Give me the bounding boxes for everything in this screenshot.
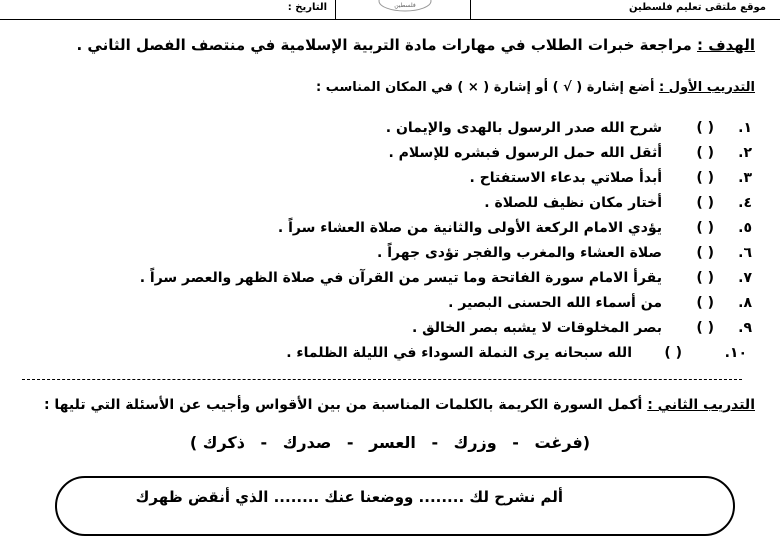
word-bank-item: صدرك bbox=[282, 433, 332, 452]
list-item bbox=[12, 270, 752, 295]
item-text: بصر المخلوقات لا يشبه بصر الخالق . bbox=[411, 320, 662, 336]
exercise1-heading bbox=[316, 80, 755, 95]
item-number: ١٠. bbox=[724, 345, 747, 361]
list-item bbox=[12, 195, 752, 220]
list-item bbox=[12, 345, 752, 370]
answer-blank[interactable]: ( ) bbox=[696, 120, 714, 136]
list-item bbox=[12, 170, 752, 195]
exercise2-instruction: أكمل السورة الكريمة بالكلمات المناسبة من بين الأقواس وأجيب عن الأسئلة التي تليها : bbox=[43, 397, 643, 413]
item-number: ٤. bbox=[738, 195, 752, 211]
exercise1-list bbox=[12, 120, 752, 370]
answer-blank[interactable]: ( ) bbox=[696, 320, 714, 336]
date-label: التاريخ : bbox=[287, 2, 327, 13]
item-number: ٩. bbox=[738, 320, 752, 336]
item-number: ١. bbox=[738, 120, 752, 136]
answer-blank[interactable]: ( ) bbox=[696, 295, 714, 311]
answer-blank[interactable]: ( ) bbox=[696, 195, 714, 211]
item-text: يؤدي الامام الركعة الأولى والثانية من صلاة العشاء سراً . bbox=[277, 220, 662, 236]
answer-blank[interactable]: ( ) bbox=[664, 345, 682, 361]
surah-text: ألم نشرح لك ........ ووضعنا عنك ........ الذي أنقض ظهرك bbox=[135, 488, 563, 506]
item-number: ٥. bbox=[738, 220, 752, 236]
exercise2-heading bbox=[44, 397, 755, 413]
word-bank-item: وزرك bbox=[453, 433, 497, 452]
section-divider bbox=[22, 379, 742, 380]
answer-blank[interactable]: ( ) bbox=[696, 220, 714, 236]
item-text: أختار مكان نظيف للصلاة . bbox=[484, 195, 662, 211]
exercise2-title: التدريب الثاني : bbox=[647, 397, 755, 413]
goal-line bbox=[77, 36, 756, 54]
header-table bbox=[0, 0, 780, 20]
item-text: يقرأ الامام سورة الفاتحة وما تيسر من القرآن في صلاة الظهر والعصر سراً . bbox=[139, 270, 662, 286]
item-text: من أسماء الله الحسنى البصير . bbox=[448, 295, 662, 311]
list-item bbox=[12, 120, 752, 145]
word-bank-item: ذكرك ) bbox=[189, 433, 245, 452]
item-text: أثقل الله حمل الرسول فبشره للإسلام . bbox=[388, 145, 662, 161]
answer-blank[interactable]: ( ) bbox=[696, 245, 714, 261]
answer-blank[interactable]: ( ) bbox=[696, 170, 714, 186]
item-number: ٣. bbox=[738, 170, 752, 186]
item-number: ٢. bbox=[738, 145, 752, 161]
site-label: موقع ملتقى تعليم فلسطين bbox=[629, 2, 766, 13]
surah-text-box bbox=[55, 476, 735, 536]
list-item bbox=[12, 320, 752, 345]
word-bank-item: العسر bbox=[369, 433, 416, 452]
item-text: صلاة العشاء والمغرب والفجر تؤدى جهراً . bbox=[377, 245, 662, 261]
word-separator: - bbox=[260, 433, 268, 452]
list-item bbox=[12, 220, 752, 245]
list-item bbox=[12, 145, 752, 170]
word-separator: - bbox=[431, 433, 439, 452]
item-number: ٦. bbox=[738, 245, 752, 261]
word-separator: - bbox=[512, 433, 519, 452]
list-item bbox=[12, 245, 752, 270]
header-date-cell bbox=[0, 0, 335, 19]
logo-text: فلسطين bbox=[394, 2, 416, 9]
goal-label: الهدف : bbox=[697, 36, 755, 54]
list-item bbox=[12, 295, 752, 320]
word-bank-item: (فرغت bbox=[534, 433, 591, 452]
answer-blank[interactable]: ( ) bbox=[696, 145, 714, 161]
goal-text: مراجعة خبرات الطلاب في مهارات مادة التربية الإسلامية في منتصف الفصل الثاني . bbox=[76, 36, 692, 54]
exercise1-title: التدريب الأول : bbox=[658, 80, 755, 95]
item-text: شرح الله صدر الرسول بالهدى والإيمان . bbox=[385, 120, 662, 136]
header-site-cell bbox=[470, 0, 780, 19]
answer-blank[interactable]: ( ) bbox=[696, 270, 714, 286]
item-text: الله سبحانه يرى النملة السوداء في الليلة الظلماء . bbox=[286, 345, 632, 361]
word-separator: - bbox=[346, 433, 354, 452]
item-number: ٨. bbox=[738, 295, 752, 311]
exercise1-instruction: أضع إشارة ( √ ) أو إشارة ( × ) في المكان المناسب : bbox=[316, 80, 655, 95]
header-logo-cell bbox=[335, 0, 470, 19]
item-number: ٧. bbox=[738, 270, 752, 286]
word-bank bbox=[0, 433, 780, 452]
item-text: أبدأ صلاتي بدعاء الاستفتاح . bbox=[469, 170, 662, 186]
school-logo-icon bbox=[375, 0, 435, 14]
